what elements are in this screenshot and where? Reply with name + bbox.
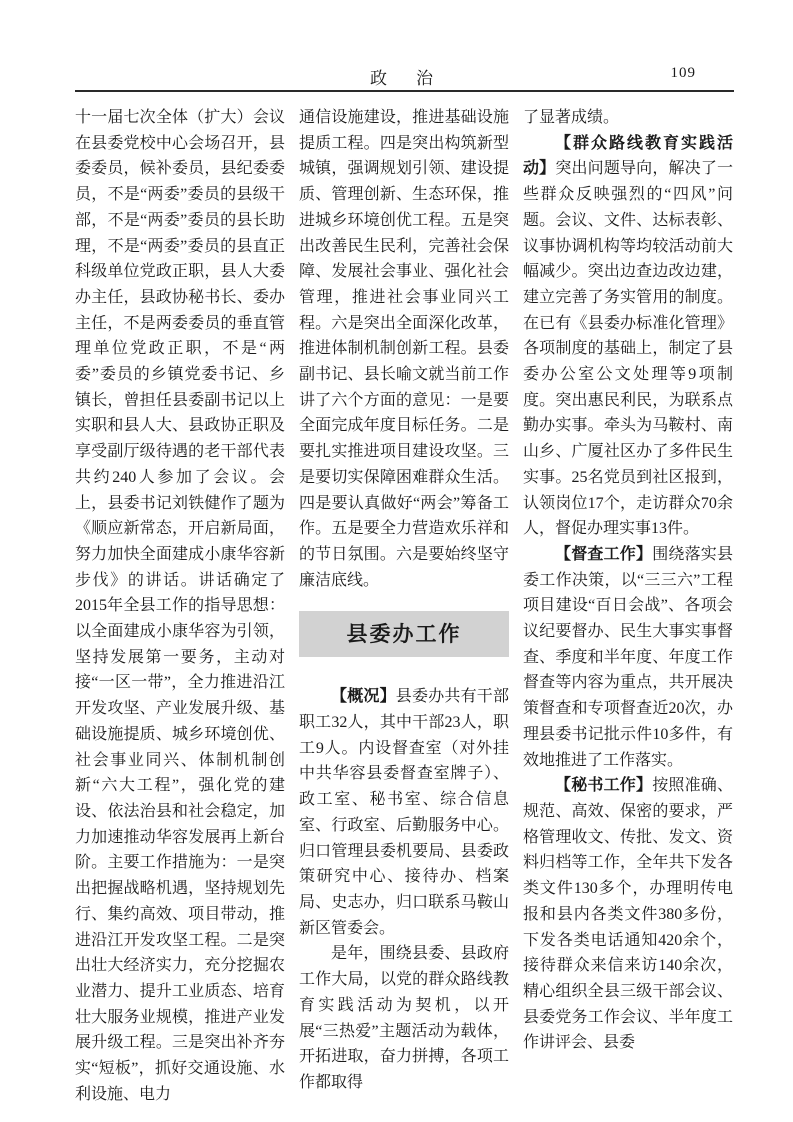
entry-label-overview: 【概况】	[331, 688, 396, 706]
entry-text-mass-line-activity: 突出问题导向，解决了一些群众反映强烈的“四风”问题。会议、文件、达标表彰、议事协调机构等均较活动前大幅减少。突出边查边改边建，建立完善了务实管用的制度。在已有《县委办标准化管理》各项制度的基础上，制定了县委办公室公文处理等9项制度。突出惠民利民，为联系点勤办实事。牵头为马鞍村、南山乡、广厦社区办了多件民生实事。25名党员到社区报到，认领岗位17个，走访群众70余人，督促办理实事13件。	[523, 160, 733, 538]
paragraph-year-summary: 是年，围绕县委、县政府工作大局，以党的群众路线教育实践活动为契机，以开展“三热爱”主题活动为载体，开拓进取，奋力拼搏，各项工作都取得	[299, 945, 509, 1091]
paragraph-supervision-work	[523, 542, 733, 773]
paragraph-overview	[299, 684, 509, 941]
entry-text-secretary-work: 按照准确、规范、高效、保密的要求，严格管理收文、传批、发文、资料归档等工作，全年共下发各类文件130多个，办理明传电报和县内各类文件380多份，下发各类电话通知420余个，接待群众来信来访140余次，精心组织全县三级干部会议、县委党务工作会议、半年度工作讲评会、县委	[523, 777, 733, 1052]
chapter-title: 政 治	[370, 69, 439, 88]
paragraph-secretary-work	[523, 773, 733, 1056]
page-content	[75, 64, 734, 1107]
paragraph-plenary-meeting: 十一届七次全体（扩大）会议在县委党校中心会场召开，县委委员，候补委员，县纪委委员，不是“两委”委员的县级干部，不是“两委”委员的县长助理，不是“两委”委员的县直正科级单位党政正职，县人大委办主任，县政协秘书长、委办主任，不是两委委员的垂直管理单位党政正职，不是“两委”委员的乡镇党委书记、乡镇长，曾担任县委副书记以上实职和县人大、县政协正职及享受副厅级待遇的老干部代表共约240人参加了会议。会上，县委书记刘铁健作了题为《顺应新常态，开启新局面，努力加快全面建成小康华容新步伐》的讲话。讲话确定了2015年全县工作的指导思想：以全面建成小康华容为引领，坚持发展第一要务，主动对接“一区一带”，全力推进沿江开发攻坚、产业发展升级、基础设施提质、城乡环境创优、社会事业同兴、体制机制创新“六大工程”，强化党的建设、依法治县和社会稳定，加力加速推动华容发展再上新台阶。主要工作措施为：一是突出把握战略机遇，坚持规划先行、集约高效、项目带动，推进沿江开发攻坚工程。二是突出壮大经济实力，充分挖掘农业潜力、提升工业质态、培育壮大服务业规模，推进产业发展升级工程。三是突出补齐夯实“短板”，抓好交通设施、水利设施、电力	[75, 109, 285, 1103]
entry-label-supervision-work: 【督查工作】	[555, 545, 653, 563]
page-number: 109	[670, 65, 696, 81]
paragraph-year-summary-continued: 了显著成绩。	[523, 109, 620, 126]
paragraph-plenary-meeting-continued: 通信设施建设，推进基础设施提质工程。四是突出构筑新型城镇，强调规划引领、建设提质、管理创新、生态环保，推进城乡环境创优工程。五是突出改善民生民利，完善社会保障、发展社会事业、强化社会管理，推进社会事业同兴工程。六是突出全面深化改革，推进体制机制创新工程。县委副书记、县长喻文就当前工作讲了六个方面的意见：一是要全面完成年度目标任务。二是要扎实推进项目建设攻坚。三是要切实保障困难群众生活。四是要认真做好“两会”筹备工作。五是要全力营造欢乐祥和的节日氛围。六是要始终坚守廉洁底线。	[299, 109, 509, 589]
section-heading-county-committee-office: 县委办工作	[299, 611, 509, 657]
entry-label-secretary-work: 【秘书工作】	[555, 777, 653, 795]
entry-text-supervision-work: 围绕落实县委工作决策，以“三三六”工程项目建设“百日会战”、各项会议纪要督办、民生大事实事督查、季度和半年度、年度工作督查等内容为重点，共开展决策督查和专项督查近20次，办理县委书记批示件10多件，有效地推进了工作落实。	[523, 545, 733, 769]
running-head	[75, 64, 734, 92]
text-columns	[75, 105, 734, 1107]
paragraph-mass-line-activity	[523, 131, 733, 542]
column-3	[523, 105, 733, 1056]
column-1	[75, 105, 285, 1107]
column-2	[299, 105, 509, 1096]
entry-text-overview: 县委办共有干部职工32人，其中干部23人，职工9人。内设督查室（对外挂中共华容县委督查室牌子）、政工室、秘书室、综合信息室、行政室、后勤服务中心。归口管理县委机要局、县委政策研究中心、接待办、档案局、史志办，归口联系马鞍山新区管委会。	[299, 688, 509, 937]
entry-label-mass-line-activity: 【群众路线教育实践活动】	[523, 134, 733, 178]
